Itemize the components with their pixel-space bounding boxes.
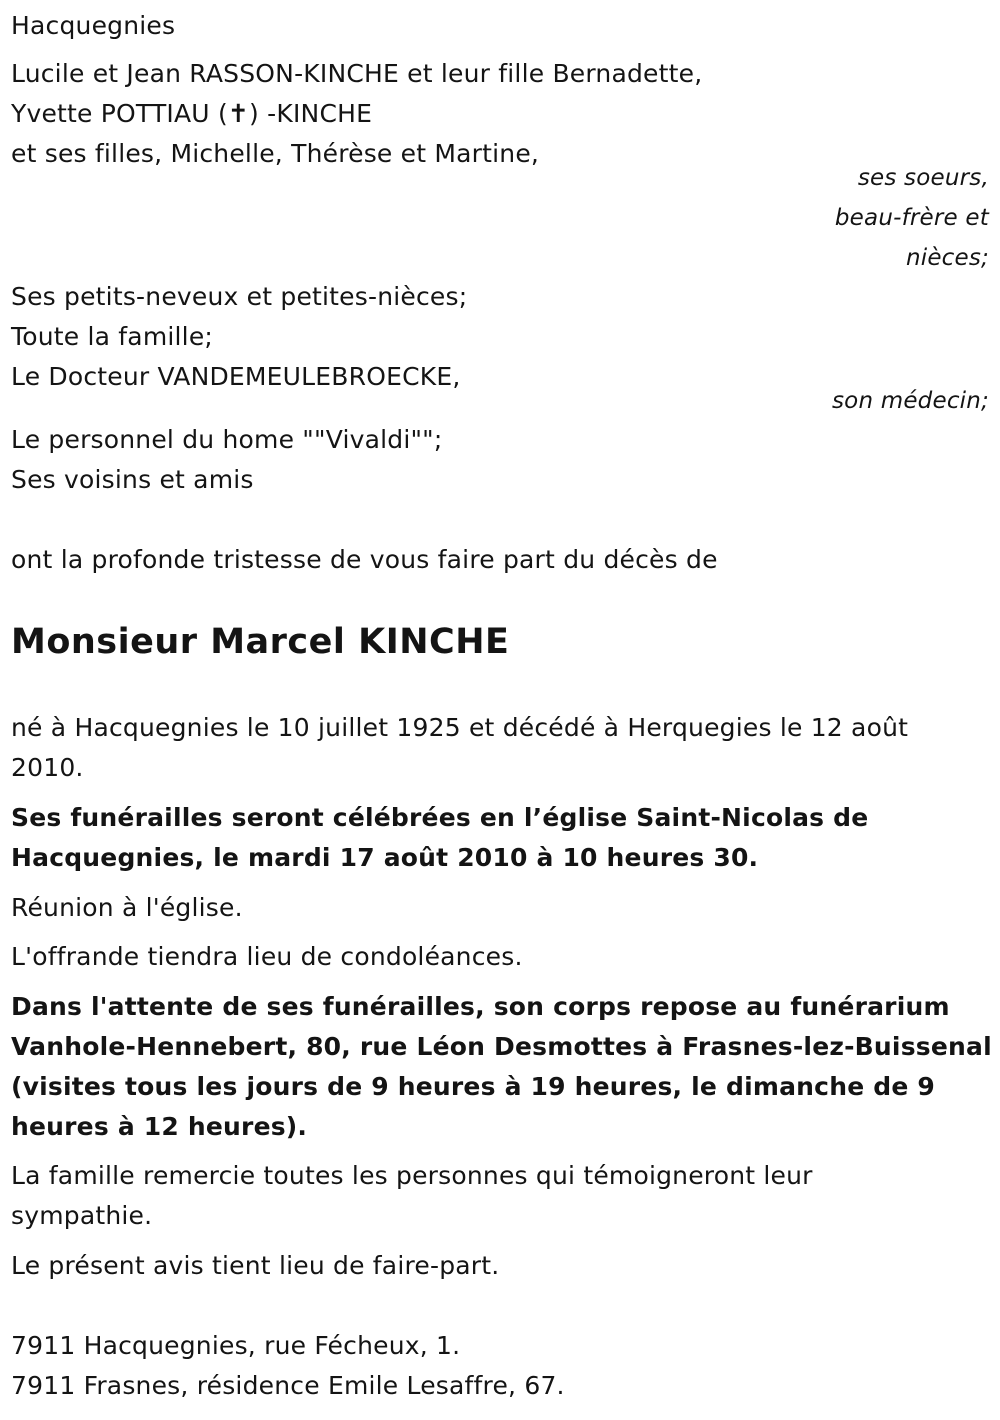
family-line-3: et ses filles, Michelle, Thérèse et Martine, <box>11 139 540 168</box>
family-line-8: Ses voisins et amis <box>11 465 254 494</box>
notice-text: Le présent avis tient lieu de faire-part. <box>11 1251 500 1280</box>
header-place: Hacquegnies <box>11 11 176 40</box>
family-line-7: Le personnel du home ""Vivaldi""; <box>11 425 443 454</box>
meeting-text: Réunion à l'église. <box>11 893 243 922</box>
family-line-4: Ses petits-neveux et petites-nièces; <box>11 282 468 311</box>
family-line-5: Toute la famille; <box>11 322 214 351</box>
thanks-line-2: sympathie. <box>11 1201 153 1230</box>
relation-sisters: ses soeurs, <box>857 165 989 191</box>
rest-line-4: heures à 12 heures). <box>11 1112 308 1141</box>
address-2: 7911 Frasnes, résidence Emile Lesaffre, 67. <box>11 1371 565 1400</box>
family-line-1: Lucile et Jean RASSON-KINCHE et leur fille Bernadette, <box>11 59 703 88</box>
relation-doctor: son médecin; <box>831 388 989 414</box>
rest-line-2: Vanhole-Hennebert, 80, rue Léon Desmottes à Frasnes-lez-Buissenal <box>11 1032 992 1061</box>
funeral-line-1: Ses funérailles seront célébrées en l’église Saint-Nicolas de <box>11 803 869 832</box>
relation-nieces: nièces; <box>905 245 989 271</box>
relation-brother-in-law: beau-frère et <box>834 205 989 231</box>
address-1: 7911 Hacquegnies, rue Fécheux, 1. <box>11 1331 461 1360</box>
birth-death-line-1: né à Hacquegnies le 10 juillet 1925 et décédé à Herquegies le 12 août <box>11 713 909 742</box>
announcement-text: ont la profonde tristesse de vous faire part du décès de <box>11 545 718 574</box>
offering-text: L'offrande tiendra lieu de condoléances. <box>11 942 523 971</box>
rest-line-1: Dans l'attente de ses funérailles, son corps repose au funérarium <box>11 992 950 1021</box>
birth-death-line-2: 2010. <box>11 753 84 782</box>
funeral-line-2: Hacquegnies, le mardi 17 août 2010 à 10 heures 30. <box>11 843 759 872</box>
thanks-line-1: La famille remercie toutes les personnes qui témoigneront leur <box>11 1161 813 1190</box>
deceased-name: Monsieur Marcel KINCHE <box>11 622 510 662</box>
family-line-2: Yvette POTTIAU (✝) -KINCHE <box>11 99 373 128</box>
family-line-6: Le Docteur VANDEMEULEBROECKE, <box>11 362 461 391</box>
rest-line-3: (visites tous les jours de 9 heures à 19 heures, le dimanche de 9 <box>11 1072 935 1101</box>
